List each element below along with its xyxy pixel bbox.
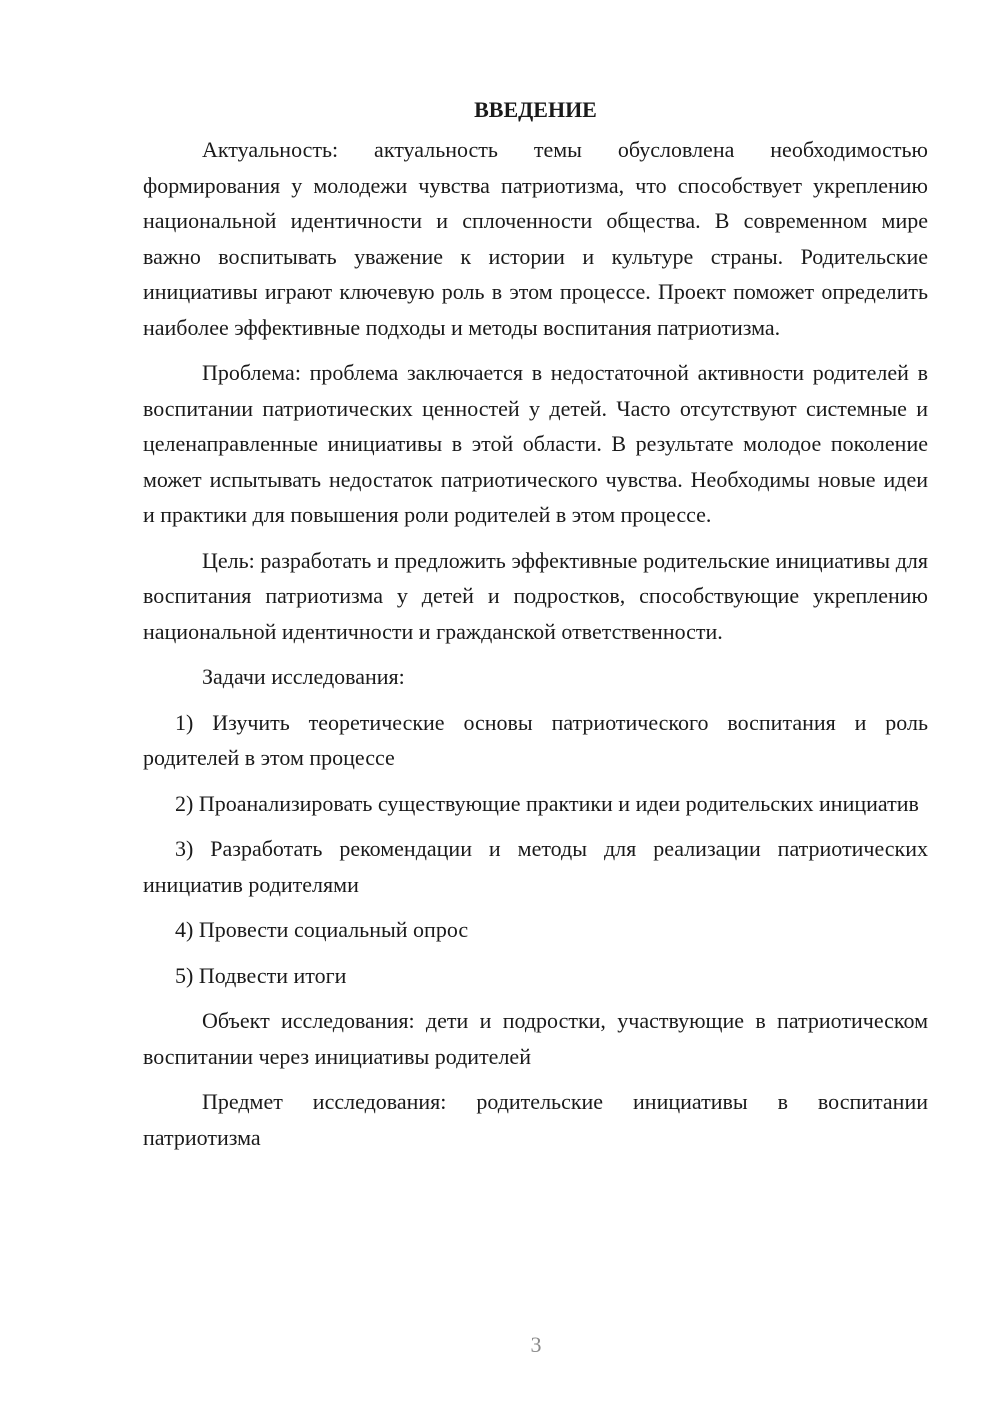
paragraph-relevance: Актуальность: актуальность темы обусловлена необходимостью формирования у молодежи чувства патриотизма, что способствует укреплению национальной идентичности и сплоченности общества. В современном мире важно воспитывать уважение к истории и культуре страны. Родительские инициативы играют ключевую роль в этом процессе. Проект поможет определить наиболее эффективные подходы и методы воспитания патриотизма. — [143, 137, 928, 340]
task-item-1: 1) Изучить теоретические основы патриотического воспитания и роль родителей в этом процессе — [143, 709, 928, 770]
paragraph-problem: Проблема: проблема заключается в недостаточной активности родителей в воспитании патриотических ценностей у детей. Часто отсутствуют системные и целенаправленные инициативы в этой области. В результате молодое поколение может испытывать недостаток патриотического чувства. Необходимы новые идеи и практики для повышения роли родителей в этом процессе. — [143, 360, 928, 527]
document-page — [143, 92, 928, 1165]
paragraph-goal: Цель: разработать и предложить эффективные родительские инициативы для воспитания патриотизма у детей и подростков, способствующие укреплению национальной идентичности и гражданской ответственности. — [143, 547, 928, 644]
paragraph-research-subject: Предмет исследования: родительские инициативы в воспитании патриотизма — [143, 1089, 928, 1150]
page-number: 3 — [530, 1332, 542, 1357]
paragraph-tasks-heading: Задачи исследования: — [202, 664, 405, 689]
task-item-5: 5) Подвести итоги — [175, 962, 347, 988]
section-title: ВВЕДЕНИЕ — [474, 97, 597, 122]
paragraph-research-object: Объект исследования: дети и подростки, участвующие в патриотическом воспитании через инициативы родителей — [143, 1008, 928, 1069]
task-item-2: 2) Проанализировать существующие практики и идеи родительских инициатив — [175, 790, 919, 816]
task-item-4: 4) Провести социальный опрос — [175, 917, 469, 942]
task-item-3: 3) Разработать рекомендации и методы для реализации патриотических инициатив родителями — [143, 836, 928, 897]
